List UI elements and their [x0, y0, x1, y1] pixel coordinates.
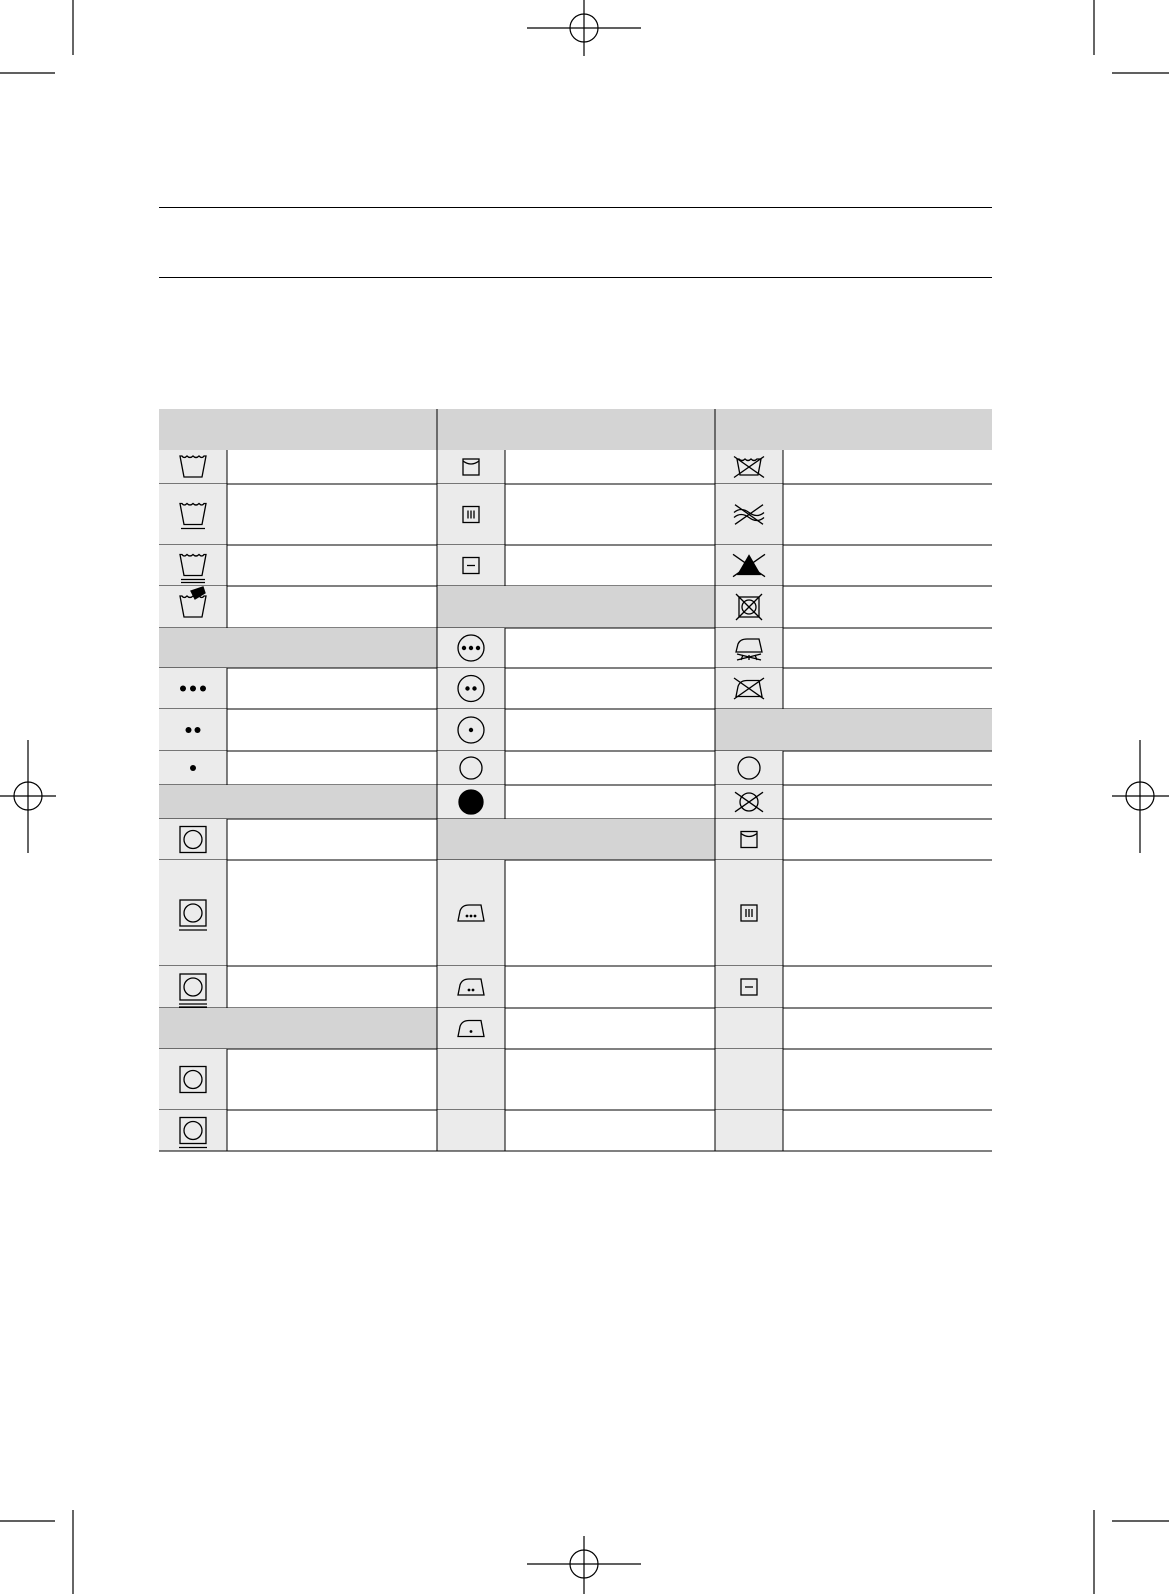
- section-header: [159, 628, 437, 668]
- symbol-cell: [159, 966, 227, 1008]
- symbol-cell: [437, 751, 505, 785]
- symbol-cell: [159, 819, 227, 860]
- section-header: [437, 819, 715, 860]
- symbol-cell: [437, 450, 505, 484]
- symbol-cell: [715, 1008, 783, 1049]
- symbol-cell: [159, 1110, 227, 1151]
- symbol-cell: [715, 628, 783, 668]
- do-not-wash-icon: [734, 457, 764, 478]
- column-header-1: [159, 409, 437, 450]
- column-header-3: [715, 409, 992, 450]
- symbol-cell: [715, 751, 783, 785]
- column-header-2: [437, 409, 715, 450]
- symbol-cell: [715, 819, 783, 860]
- symbol-cell: [437, 966, 505, 1008]
- symbol-cell: [159, 709, 227, 751]
- section-header: [159, 1008, 437, 1049]
- symbol-cell: [159, 860, 227, 966]
- symbol-cell: [437, 668, 505, 709]
- symbol-cell: [437, 1008, 505, 1049]
- symbol-cell: [437, 860, 505, 966]
- section-header: [159, 785, 437, 819]
- one-dot-icon: [190, 765, 196, 771]
- section-header: [437, 586, 715, 628]
- three-dots-icon: [180, 686, 206, 692]
- section-header: [715, 709, 992, 751]
- symbol-cell: [715, 1110, 783, 1151]
- symbol-cell: [437, 1110, 505, 1151]
- symbol-cell: [715, 1049, 783, 1110]
- symbol-cell: [159, 484, 227, 545]
- symbol-cell: [159, 1049, 227, 1110]
- symbol-cell: [437, 1049, 505, 1110]
- filled-circle-icon: [459, 790, 483, 814]
